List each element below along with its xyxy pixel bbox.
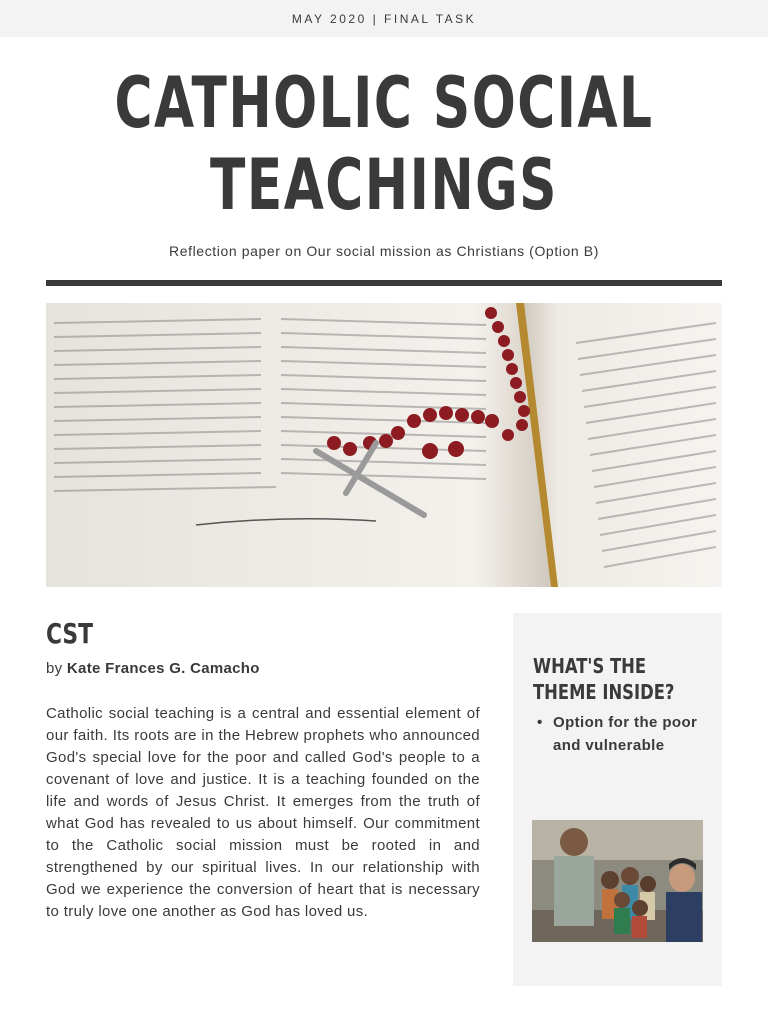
theme-list <box>533 711 713 757</box>
theme-item: • Option for the poor and vulnerable <box>533 711 713 757</box>
article-body: Catholic social teaching is a central and essential element of our faith. Its roots are in the Hebrew prophets who announced God's special love for the poor and called God's people to a covenant of love and justice. It is a teaching founded on the life and words of Jesus Christ. It emerges from the truth of what God has revealed to us about himself. Our commitment to the Catholic social mission must be rooted in and strengthened by our spiritual lives. In our relationship with God we experience the conversion of heart that is necessary to truly love one another as God has loved us. <box>46 705 480 920</box>
byline <box>46 660 260 677</box>
children-volunteer-illustration <box>532 820 703 942</box>
divider-rule <box>46 280 722 286</box>
byline-prefix: by <box>46 660 63 677</box>
page-title <box>100 62 668 226</box>
sidebar-photo <box>532 820 703 942</box>
header-bar <box>0 0 768 37</box>
title-line-2: TEACHINGS <box>210 144 558 226</box>
hero-image <box>46 303 722 587</box>
header-tag: MAY 2020 | FINAL TASK <box>291 11 477 26</box>
title-line-1: CATHOLIC SOCIAL <box>114 62 654 144</box>
author-name: Kate Frances G. Camacho <box>66 660 260 677</box>
subtitle: Reflection paper on Our social mission as Christians (Option B) <box>169 243 599 259</box>
sidebar-heading: WHAT'S THE THEME INSIDE? <box>533 654 675 704</box>
theme-sidebar <box>513 613 722 986</box>
bible-rosary-illustration <box>46 303 722 587</box>
article-heading: CST <box>46 617 94 650</box>
